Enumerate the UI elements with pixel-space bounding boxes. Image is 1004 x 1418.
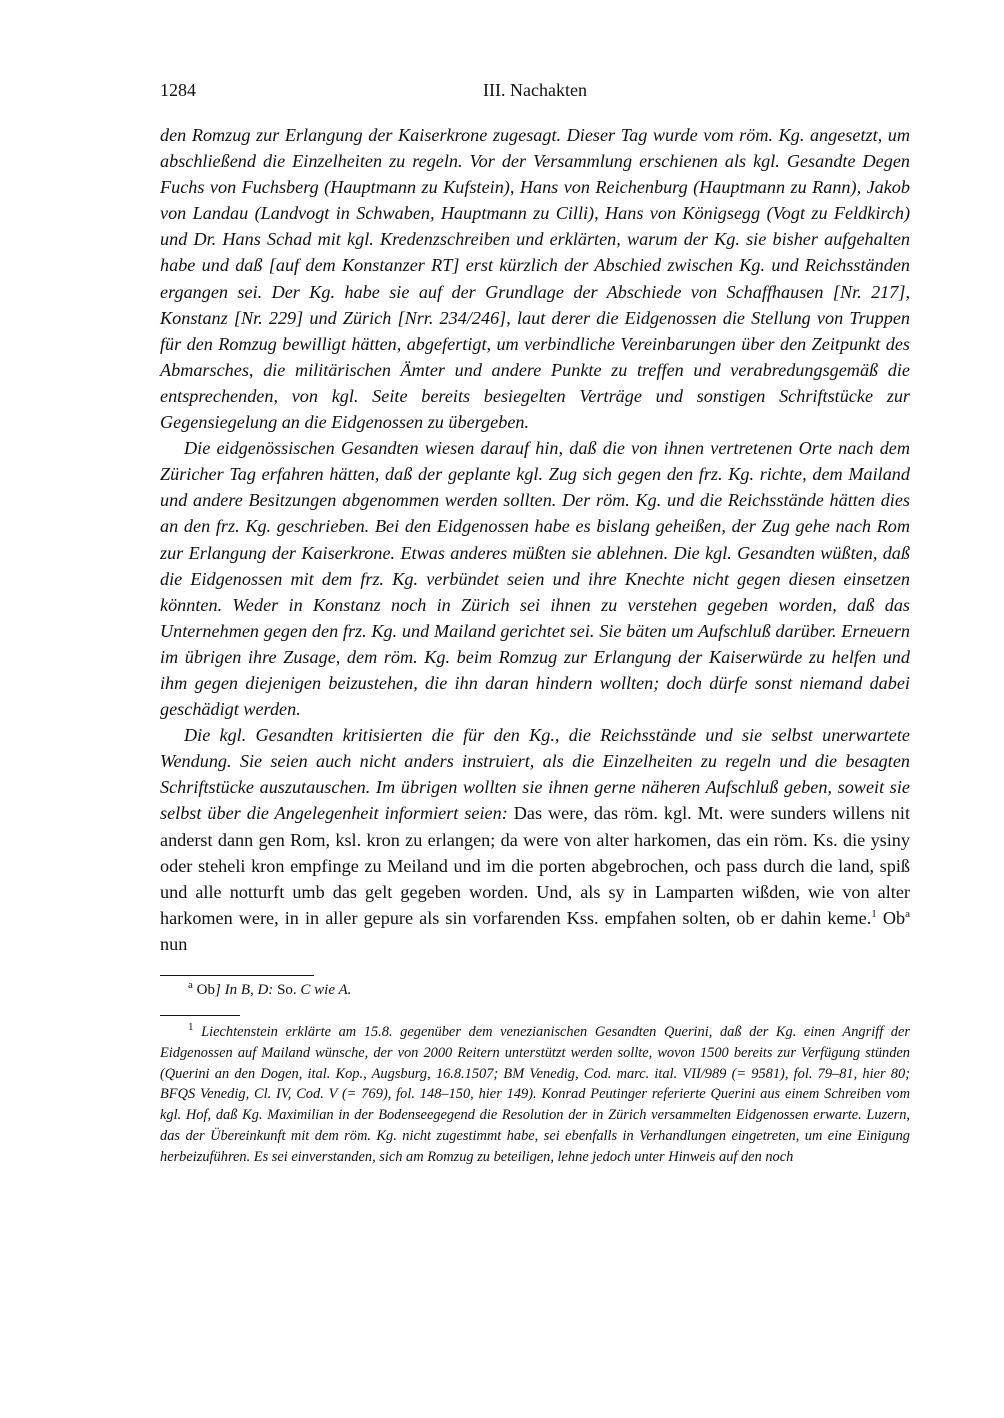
apparatus-reading: So. [273, 982, 297, 998]
critical-apparatus [160, 979, 910, 999]
footnote-mark-1: 1 [188, 1021, 194, 1034]
apparatus-lemma: Ob [192, 982, 215, 998]
document-page [160, 80, 910, 1168]
footnote-ref-1[interactable]: 1 [871, 907, 877, 920]
footnotes [160, 1022, 910, 1168]
paragraph-3-quote: Das were, das röm. kgl. Mt. were sunders willens nit anderst dann gen Rom, ksl. kron zu erlangen; da were von alter harkomen, das ein röm. Ks. die ysiny oder steheli kron empfinge zu Meiland und im die porten abgebrochen, och pass durch die land, spiß und alle notturft umb das gelt gegeben worden. Und, als sy in Lamparten wißden, wie von alter harkomen were, in in aller gepure als sin vorfarenden Kss. empfahen solten, ob er dahin keme. [160, 803, 910, 928]
page-number: 1284 [160, 80, 196, 100]
apparatus-note: C wie A. [296, 982, 352, 998]
paragraph-3-end: nun [160, 933, 188, 954]
paragraph-3 [160, 722, 910, 957]
apparatus-divider [160, 975, 314, 976]
apparatus-mark: a [188, 979, 193, 991]
footnote-divider [160, 1015, 240, 1016]
footnote-1-text: Liechtenstein erklärte am 15.8. gegenüber dem venezianischen Gesandten Querini, daß der Kg. einen Angriff der Eidgenossen auf Mailand wünsche, der von 2000 Reitern unterstützt werden sollte, wovon 1500 bereits zur Verfügung stünden (Querini an den Dogen, ital. Kop., Augsburg, 16.8.1507; BM Venedig, Cod. marc. ital. VII/989 (= 9581), fol. 79–81, hier 80; BFQS Venedig, Cl. IV, Cod. V (= 769), fol. 148–150, hier 149). Konrad Peutinger referierte Querini aus einem Schreiben vom kgl. Hof, daß Kg. Maximilian in der Bodenseegegend die Resolution der in Zürich versammelten Eidgenossen erwarte. Luzern, das der Übereinkunft mit dem röm. Kg. nicht zugestimmt habe, sei ebenfalls in Verhandlungen eingetreten, um eine Einigung herbeizuführen. Es sei einverstanden, sich am Romzug zu beteiligen, lehne jedoch unter Hinweis auf den noch [160, 1024, 910, 1165]
paragraph-3-summary: Die kgl. Gesandten kritisierten die für den Kg., die Reichsstände und sie selbst unerwartete Wendung. Sie seien auch nicht anders instruiert, als die Einzelheiten zu regeln und die besagten Schriftstücke auszutauschen. Im übrigen wollten sie ihnen gerne näheren Aufschluß geben, soweit sie selbst über die Angelegenheit informiert seien: [160, 725, 910, 824]
page-header [160, 80, 910, 108]
paragraph-3-ob: Ob [876, 907, 906, 928]
paragraph-2: Die eidgenössischen Gesandten wiesen darauf hin, daß die von ihnen vertretenen Orte nach dem Züricher Tag erfahren hätten, daß der geplante kgl. Zug sich gegen den frz. Kg. richte, dem Mailand und andere Besitzungen abgenommen werden sollten. Der röm. Kg. und die Reichsstände hätten dies an den frz. Kg. geschrieben. Bei den Eidgenossen habe es bislang geheißen, der Zug gehe nach Rom zur Erlangung der Kaiserkrone. Etwas anderes müßten sie ablehnen. Die kgl. Gesandten wüßten, daß die Eidgenossen mit dem frz. Kg. verbündet seien und ihre Knechte nicht gegen diesen einsetzen könnten. Weder in Konstanz noch in Zürich sei ihnen zu verstehen gegeben worden, daß das Unternehmen gegen den frz. Kg. und Mailand gerichtet sei. Sie bäten um Aufschluß darüber. Erneuern im übrigen ihre Zusage, dem röm. Kg. beim Romzug zur Erlangung der Kaiserwürde zu helfen und ihm gegen diejenigen beizustehen, die ihn daran hindern wollten; doch dürfe sonst niemand dabei geschädigt werden. [160, 438, 910, 720]
body-text [160, 122, 910, 957]
running-head: III. Nachakten [483, 80, 587, 100]
apparatus-ref-a[interactable]: a [905, 907, 910, 920]
apparatus-bracket: ] In B, D: [214, 982, 274, 998]
paragraph-1: den Romzug zur Erlangung der Kaiserkrone zugesagt. Dieser Tag wurde vom röm. Kg. angesetzt, um abschließend die Einzelheiten zu regeln. Vor der Versammlung erschienen als kgl. Gesandte Degen Fuchs von Fuchsberg (Hauptmann zu Kufstein), Hans von Reichenburg (Hauptmann zu Rann), Jakob von Landau (Landvogt in Schwaben, Hauptmann zu Cilli), Hans von Königsegg (Vogt zu Feldkirch) und Dr. Hans Schad mit kgl. Kredenzschreiben und erklärten, warum der Kg. sie bisher aufgehalten habe und daß [auf dem Konstanzer RT] erst kürzlich der Abschied zwischen Kg. und Reichsständen ergangen sei. Der Kg. habe sie auf der Grundlage der Abschiede von Schaffhausen [Nr. 217], Konstanz [Nr. 229] und Zürich [Nrr. 234/246], laut derer die Eidgenossen die Stellung von Truppen für den Romzug bewilligt hätten, abgefertigt, um verbindliche Vereinbarungen über den Zeitpunkt des Abmarsches, die militärischen Ämter und andere Punkte zu treffen und verabredungsgemäß die entsprechenden, von kgl. Seite bereits besiegelten Verträge und sonstigen Schriftstücke zur Gegensiegelung an die Eidgenossen zu übergeben. [160, 125, 910, 433]
